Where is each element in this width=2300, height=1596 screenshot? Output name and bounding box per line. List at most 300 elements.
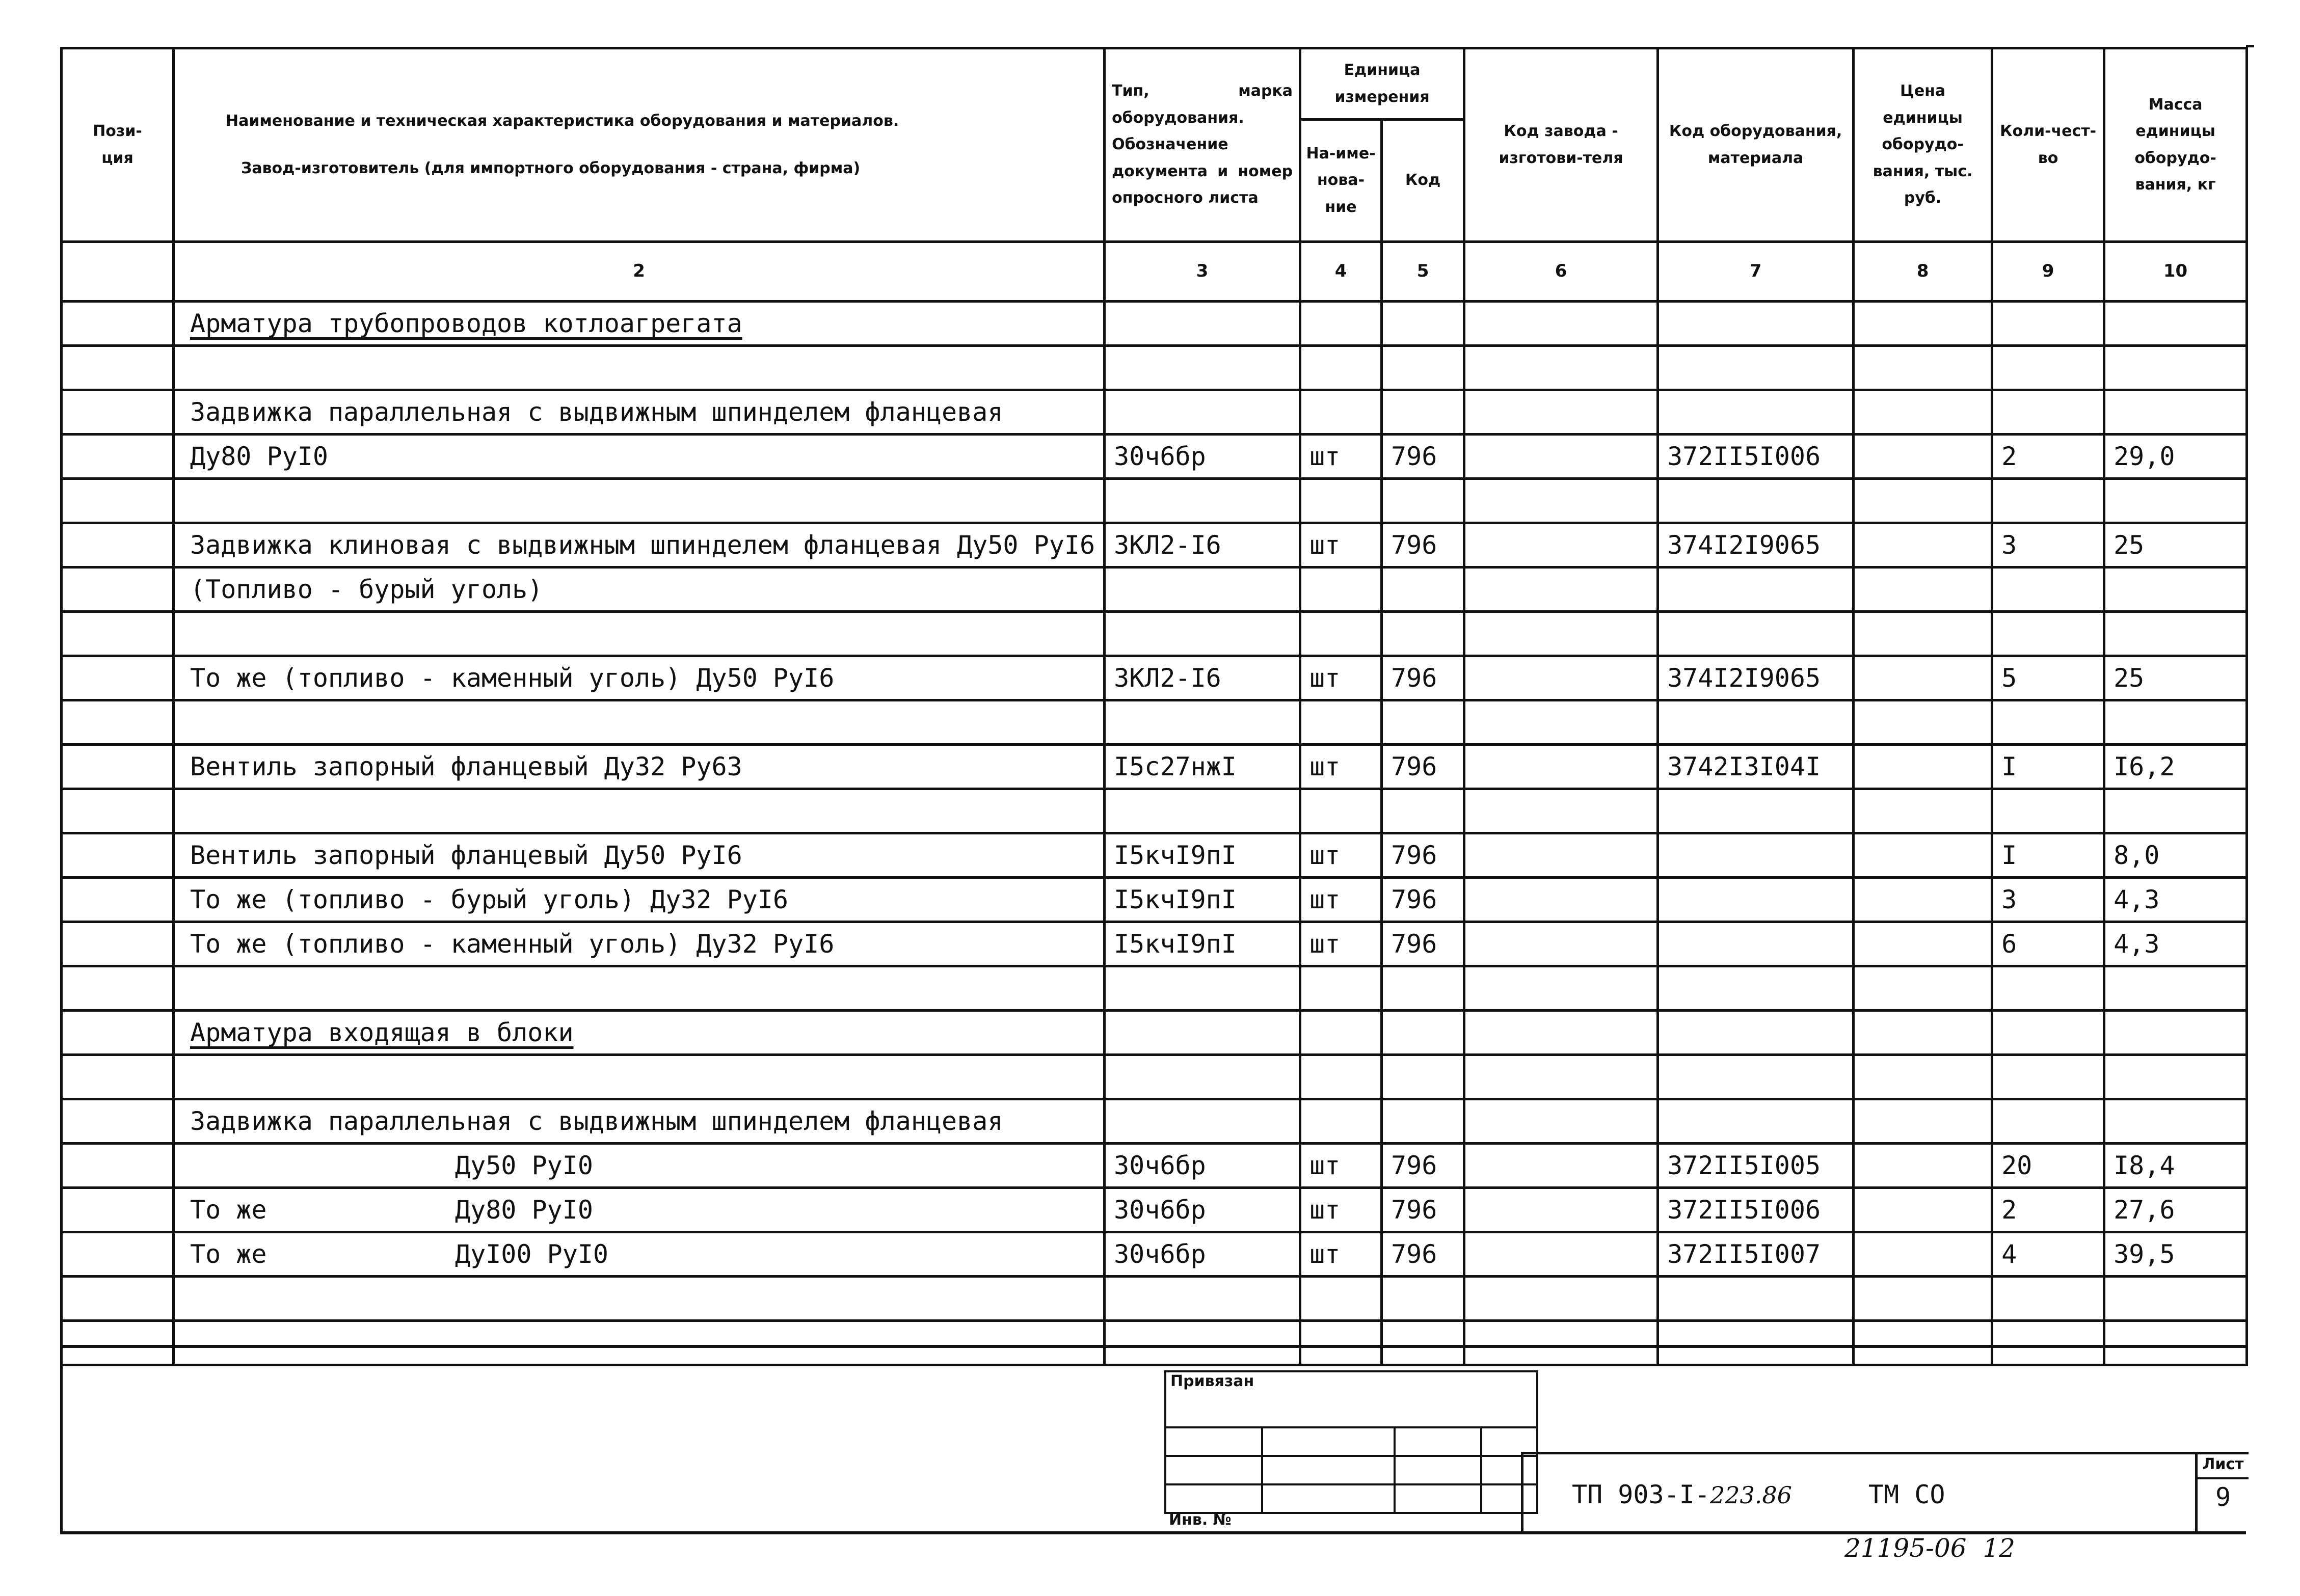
cell-type: ЗКЛ2-I6 xyxy=(1105,523,1300,567)
cell-unit: шт xyxy=(1300,1144,1382,1188)
cell-price xyxy=(1854,1144,1992,1188)
cell-pos xyxy=(62,390,174,435)
frame-rule xyxy=(2246,45,2254,47)
cell-unit: шт xyxy=(1300,878,1382,922)
cell-equip: 374I2I9065 xyxy=(1658,656,1854,700)
cell-factory xyxy=(1464,745,1658,789)
cell-pos xyxy=(62,346,174,390)
column-number xyxy=(62,242,174,302)
cell-equip: 3742I3I04I xyxy=(1658,745,1854,789)
cell-code: 796 xyxy=(1382,435,1464,479)
cell-factory xyxy=(1464,523,1658,567)
cell-qty xyxy=(1992,479,2104,523)
cell-type: 30ч6бр xyxy=(1105,1188,1300,1232)
cell-qty xyxy=(1992,966,2104,1011)
header-name-line1: Наименование и техническая характеристика оборудования и материалов. xyxy=(226,112,899,130)
cell-price xyxy=(1854,479,1992,523)
cell-pos xyxy=(62,1232,174,1277)
cell-pos xyxy=(62,833,174,878)
cell-code xyxy=(1382,346,1464,390)
cell-type: 30ч6бр xyxy=(1105,1232,1300,1277)
blank-row xyxy=(62,1277,2247,1321)
cell-type xyxy=(1105,567,1300,612)
cell-unit: шт xyxy=(1300,1232,1382,1277)
cell-mass xyxy=(2104,302,2247,346)
cell-code xyxy=(1382,1055,1464,1099)
blank-row xyxy=(62,1321,2247,1365)
item-name: Ду80 РуI0 xyxy=(455,1195,593,1225)
cell-qty xyxy=(1992,1055,2104,1099)
document-code xyxy=(1572,1480,1945,1509)
blank-row xyxy=(62,479,2247,523)
cell-factory xyxy=(1464,922,1658,966)
cell-qty xyxy=(1992,700,2104,745)
cell-mass: 27,6 xyxy=(2104,1188,2247,1232)
table-row xyxy=(62,523,2247,567)
cell-name: То же (топливо - каменный уголь) Ду32 РуI6 xyxy=(174,922,1105,966)
cell-code xyxy=(1382,479,1464,523)
cell-qty xyxy=(1992,1277,2104,1321)
archive-number: 21195-06 12 xyxy=(1844,1533,2015,1563)
cell-mass xyxy=(2104,612,2247,656)
blank-row xyxy=(62,700,2247,745)
cell-qty: 2 xyxy=(1992,1188,2104,1232)
cell-type xyxy=(1105,1055,1300,1099)
document-code-suffix: ТМ СО xyxy=(1868,1480,1945,1509)
cell-qty xyxy=(1992,346,2104,390)
cell-factory xyxy=(1464,302,1658,346)
cell-qty xyxy=(1992,789,2104,833)
cell-qty: 5 xyxy=(1992,656,2104,700)
cell-code xyxy=(1382,1011,1464,1055)
table-row xyxy=(62,922,2247,966)
cell-code xyxy=(1382,1099,1464,1144)
cell-name: То же (топливо - каменный уголь) Ду50 РуI6 xyxy=(174,656,1105,700)
cell-mass: 25 xyxy=(2104,523,2247,567)
cell-type xyxy=(1105,302,1300,346)
header-position: Пози- ция xyxy=(62,48,174,242)
header-equipment-code: Код оборудования, материала xyxy=(1658,48,1854,242)
column-number: 8 xyxy=(1854,242,1992,302)
cell-factory xyxy=(1464,966,1658,1011)
cell-price xyxy=(1854,1232,1992,1277)
table-row xyxy=(62,1232,2247,1277)
sheet-number: 9 xyxy=(2215,1482,2231,1512)
cell-factory xyxy=(1464,1321,1658,1365)
cell-type xyxy=(1105,479,1300,523)
column-number: 2 xyxy=(174,242,1105,302)
cell-qty xyxy=(1992,1011,2104,1055)
cell-type: I5кчI9пI xyxy=(1105,922,1300,966)
table-row xyxy=(62,567,2247,612)
column-number: 10 xyxy=(2104,242,2247,302)
cell-type xyxy=(1105,1099,1300,1144)
cell-unit: шт xyxy=(1300,1188,1382,1232)
cell-name: Вентиль запорный фланцевый Ду50 РуI6 xyxy=(174,833,1105,878)
cell-factory xyxy=(1464,789,1658,833)
cell-price xyxy=(1854,435,1992,479)
cell-code xyxy=(1382,302,1464,346)
cell-unit: шт xyxy=(1300,745,1382,789)
header-quantity: Коли-чест-во xyxy=(1992,48,2104,242)
cell-unit xyxy=(1300,302,1382,346)
column-numbers-row xyxy=(62,242,2247,302)
cell-code: 796 xyxy=(1382,878,1464,922)
cell-price xyxy=(1854,1055,1992,1099)
cell-mass: 29,0 xyxy=(2104,435,2247,479)
cell-qty xyxy=(1992,612,2104,656)
sheet-box xyxy=(2195,1452,2249,1531)
cell-qty xyxy=(1992,302,2104,346)
header-unit-code: Код xyxy=(1382,120,1464,242)
cell-name: Ду80 РуI0 xyxy=(174,435,1105,479)
cell-mass: 25 xyxy=(2104,656,2247,700)
section-row xyxy=(62,302,2247,346)
cell-mass xyxy=(2104,390,2247,435)
cell-qty: 6 xyxy=(1992,922,2104,966)
cell-name: Задвижка параллельная с выдвижным шпинделем фланцевая xyxy=(174,390,1105,435)
cell-unit xyxy=(1300,966,1382,1011)
cell-equip xyxy=(1658,302,1854,346)
header-type: Тип, марка оборудования. Обозначение документа и номер опросного листа xyxy=(1105,48,1300,242)
cell-price xyxy=(1854,745,1992,789)
cell-type: I5кчI9пI xyxy=(1105,833,1300,878)
cell-price xyxy=(1854,700,1992,745)
cell-type xyxy=(1105,390,1300,435)
cell-pos xyxy=(62,878,174,922)
cell-pos xyxy=(62,700,174,745)
cell-factory xyxy=(1464,700,1658,745)
bound-label: Привязан xyxy=(1165,1371,1537,1427)
cell-mass xyxy=(2104,1321,2247,1365)
cell-pos xyxy=(62,1011,174,1055)
cell-pos xyxy=(62,922,174,966)
cell-name xyxy=(174,612,1105,656)
cell-code: 796 xyxy=(1382,1188,1464,1232)
header-name-line2: Завод-изготовитель (для импортного оборудования - страна, фирма) xyxy=(241,159,861,177)
cell-equip: 372II5I007 xyxy=(1658,1232,1854,1277)
cell-price xyxy=(1854,878,1992,922)
cell-qty xyxy=(1992,1099,2104,1144)
cell-name xyxy=(174,1277,1105,1321)
cell-name: То же (топливо - бурый уголь) Ду32 РуI6 xyxy=(174,878,1105,922)
cell-unit xyxy=(1300,789,1382,833)
cell-equip xyxy=(1658,922,1854,966)
cell-type: 30ч6бр xyxy=(1105,435,1300,479)
cell-equip xyxy=(1658,612,1854,656)
cell-mass: 8,0 xyxy=(2104,833,2247,878)
cell-factory xyxy=(1464,833,1658,878)
cell-qty: 3 xyxy=(1992,878,2104,922)
table-row xyxy=(62,1188,2247,1232)
cell-type xyxy=(1105,966,1300,1011)
section-row xyxy=(62,1011,2247,1055)
cell-price xyxy=(1854,346,1992,390)
cell-unit xyxy=(1300,390,1382,435)
cell-type xyxy=(1105,1011,1300,1055)
cell-pos xyxy=(62,567,174,612)
cell-price xyxy=(1854,1321,1992,1365)
cell-factory xyxy=(1464,1232,1658,1277)
cell-pos xyxy=(62,1099,174,1144)
cell-pos xyxy=(62,1055,174,1099)
header-name xyxy=(174,48,1105,242)
cell-pos xyxy=(62,612,174,656)
cell-equip xyxy=(1658,700,1854,745)
cell-name xyxy=(174,479,1105,523)
cell-pos xyxy=(62,789,174,833)
cell-type: 30ч6бр xyxy=(1105,1144,1300,1188)
blank-row xyxy=(62,966,2247,1011)
cell-code xyxy=(1382,700,1464,745)
cell-mass: 39,5 xyxy=(2104,1232,2247,1277)
cell-mass xyxy=(2104,1099,2247,1144)
blank-row xyxy=(62,789,2247,833)
cell-factory xyxy=(1464,479,1658,523)
cell-name xyxy=(174,1321,1105,1365)
cell-name: Задвижка параллельная с выдвижным шпинделем фланцевая xyxy=(174,1099,1105,1144)
cell-unit: шт xyxy=(1300,922,1382,966)
cell-equip xyxy=(1658,833,1854,878)
cell-equip xyxy=(1658,966,1854,1011)
specification-table xyxy=(60,47,2248,1366)
cell-code: 796 xyxy=(1382,656,1464,700)
cell-code: 796 xyxy=(1382,922,1464,966)
cell-price xyxy=(1854,833,1992,878)
table-row xyxy=(62,1099,2247,1144)
cell-qty xyxy=(1992,390,2104,435)
document-code-prefix: ТП 903-I- xyxy=(1572,1480,1710,1509)
header-factory-code: Код завода - изготови-теля xyxy=(1464,48,1658,242)
cell-pos xyxy=(62,656,174,700)
cell-price xyxy=(1854,966,1992,1011)
cell-name xyxy=(174,1188,1105,1232)
blank-row xyxy=(62,1055,2247,1099)
cell-qty: I xyxy=(1992,745,2104,789)
cell-code: 796 xyxy=(1382,833,1464,878)
cell-mass xyxy=(2104,567,2247,612)
cell-factory xyxy=(1464,1188,1658,1232)
cell-type xyxy=(1105,789,1300,833)
cell-equip xyxy=(1658,1277,1854,1321)
cell-code xyxy=(1382,789,1464,833)
cell-equip xyxy=(1658,390,1854,435)
cell-price xyxy=(1854,612,1992,656)
cell-factory xyxy=(1464,878,1658,922)
cell-factory xyxy=(1464,1277,1658,1321)
table-body xyxy=(62,302,2247,1365)
header-unit-name: На-име-нова-ние xyxy=(1300,120,1382,242)
cell-mass: I8,4 xyxy=(2104,1144,2247,1188)
cell-qty: I xyxy=(1992,833,2104,878)
cell-mass: 4,3 xyxy=(2104,878,2247,922)
cell-type: I5кчI9пI xyxy=(1105,878,1300,922)
item-name: ДуI00 РуI0 xyxy=(455,1239,609,1269)
table-row xyxy=(62,878,2247,922)
cell-price xyxy=(1854,1099,1992,1144)
same-prefix: То же xyxy=(190,1239,267,1269)
cell-pos xyxy=(62,966,174,1011)
cell-price xyxy=(1854,567,1992,612)
column-number: 3 xyxy=(1105,242,1300,302)
same-prefix: То же xyxy=(190,1195,267,1225)
cell-equip xyxy=(1658,878,1854,922)
cell-mass xyxy=(2104,479,2247,523)
item-name: Ду50 РуI0 xyxy=(455,1151,593,1180)
cell-mass xyxy=(2104,1055,2247,1099)
cell-factory xyxy=(1464,656,1658,700)
cell-price xyxy=(1854,523,1992,567)
cell-equip: 372II5I005 xyxy=(1658,1144,1854,1188)
cell-equip: 374I2I9065 xyxy=(1658,523,1854,567)
cell-qty: 20 xyxy=(1992,1144,2104,1188)
sheet-label: Лист xyxy=(2198,1452,2249,1479)
cell-mass xyxy=(2104,966,2247,1011)
cell-unit: шт xyxy=(1300,833,1382,878)
cell-pos xyxy=(62,435,174,479)
cell-unit xyxy=(1300,567,1382,612)
cell-name xyxy=(174,1144,1105,1188)
cell-equip: 372II5I006 xyxy=(1658,435,1854,479)
blank-row xyxy=(62,612,2247,656)
cell-name xyxy=(174,789,1105,833)
cell-pos xyxy=(62,302,174,346)
cell-qty xyxy=(1992,1321,2104,1365)
cell-mass xyxy=(2104,700,2247,745)
cell-pos xyxy=(62,479,174,523)
table-row xyxy=(62,390,2247,435)
cell-factory xyxy=(1464,1011,1658,1055)
cell-price xyxy=(1854,1188,1992,1232)
cell-type xyxy=(1105,1321,1300,1365)
cell-factory xyxy=(1464,1055,1658,1099)
cell-equip xyxy=(1658,1321,1854,1365)
table-row xyxy=(62,745,2247,789)
cell-code xyxy=(1382,1277,1464,1321)
cell-name xyxy=(174,1232,1105,1277)
cell-unit xyxy=(1300,1099,1382,1144)
cell-equip xyxy=(1658,479,1854,523)
cell-unit: шт xyxy=(1300,523,1382,567)
cell-factory xyxy=(1464,1099,1658,1144)
cell-pos xyxy=(62,1277,174,1321)
table-row xyxy=(62,435,2247,479)
cell-name: Вентиль запорный фланцевый Ду32 Ру63 xyxy=(174,745,1105,789)
cell-name xyxy=(174,966,1105,1011)
cell-code: 796 xyxy=(1382,745,1464,789)
cell-unit: шт xyxy=(1300,656,1382,700)
cell-type: ЗКЛ2-I6 xyxy=(1105,656,1300,700)
cell-type xyxy=(1105,346,1300,390)
cell-equip xyxy=(1658,1055,1854,1099)
cell-mass: I6,2 xyxy=(2104,745,2247,789)
table-header xyxy=(62,48,2247,302)
cell-code xyxy=(1382,1321,1464,1365)
cell-price xyxy=(1854,922,1992,966)
cell-code: 796 xyxy=(1382,1232,1464,1277)
cell-qty: 4 xyxy=(1992,1232,2104,1277)
cell-name: Задвижка клиновая с выдвижным шпинделем фланцевая Ду50 РуI6 xyxy=(174,523,1105,567)
cell-pos xyxy=(62,523,174,567)
cell-price xyxy=(1854,1277,1992,1321)
cell-factory xyxy=(1464,346,1658,390)
cell-code xyxy=(1382,966,1464,1011)
cell-code: 796 xyxy=(1382,1144,1464,1188)
cell-pos xyxy=(62,1144,174,1188)
cell-equip xyxy=(1658,789,1854,833)
header-unit: Единица измерения xyxy=(1300,48,1464,120)
column-number: 5 xyxy=(1382,242,1464,302)
cell-mass xyxy=(2104,789,2247,833)
cell-factory xyxy=(1464,1144,1658,1188)
cell-type: I5с27нжI xyxy=(1105,745,1300,789)
cell-mass xyxy=(2104,346,2247,390)
cell-unit xyxy=(1300,479,1382,523)
cell-unit: шт xyxy=(1300,435,1382,479)
title-block-top-rule xyxy=(60,1345,2246,1348)
cell-factory xyxy=(1464,567,1658,612)
blank-row xyxy=(62,346,2247,390)
cell-mass: 4,3 xyxy=(2104,922,2247,966)
cell-name: Арматура трубопроводов котлоагрегата xyxy=(174,302,1105,346)
cell-type xyxy=(1105,1277,1300,1321)
cell-qty: 2 xyxy=(1992,435,2104,479)
cell-price xyxy=(1854,390,1992,435)
cell-name xyxy=(174,346,1105,390)
cell-name xyxy=(174,1055,1105,1099)
cell-type xyxy=(1105,700,1300,745)
cell-price xyxy=(1854,1011,1992,1055)
inventory-label: Инв. № xyxy=(1169,1511,1232,1529)
cell-equip xyxy=(1658,1099,1854,1144)
table-row xyxy=(62,833,2247,878)
cell-code xyxy=(1382,567,1464,612)
cell-unit xyxy=(1300,1055,1382,1099)
cell-equip xyxy=(1658,1011,1854,1055)
header-price: Цена единицы оборудо-вания, тыс. руб. xyxy=(1854,48,1992,242)
cell-qty: 3 xyxy=(1992,523,2104,567)
cell-price xyxy=(1854,656,1992,700)
cell-name xyxy=(174,700,1105,745)
cell-name: Арматура входящая в блоки xyxy=(174,1011,1105,1055)
column-number: 4 xyxy=(1300,242,1382,302)
cell-price xyxy=(1854,789,1992,833)
cell-unit xyxy=(1300,612,1382,656)
document-code-handwritten: 223.86 xyxy=(1709,1481,1792,1509)
binding-stamp xyxy=(1164,1370,1538,1514)
column-number: 9 xyxy=(1992,242,2104,302)
cell-equip xyxy=(1658,567,1854,612)
cell-unit xyxy=(1300,1011,1382,1055)
cell-price xyxy=(1854,302,1992,346)
table-row xyxy=(62,656,2247,700)
column-number: 7 xyxy=(1658,242,1854,302)
cell-pos xyxy=(62,1188,174,1232)
cell-unit xyxy=(1300,700,1382,745)
title-block-left-rule xyxy=(60,1345,63,1533)
cell-unit xyxy=(1300,346,1382,390)
cell-unit xyxy=(1300,1321,1382,1365)
column-number: 6 xyxy=(1464,242,1658,302)
cell-name: (Топливо - бурый уголь) xyxy=(174,567,1105,612)
cell-mass xyxy=(2104,1011,2247,1055)
table-row xyxy=(62,1144,2247,1188)
cell-unit xyxy=(1300,1277,1382,1321)
cell-equip xyxy=(1658,346,1854,390)
cell-code xyxy=(1382,390,1464,435)
cell-factory xyxy=(1464,435,1658,479)
cell-type xyxy=(1105,612,1300,656)
